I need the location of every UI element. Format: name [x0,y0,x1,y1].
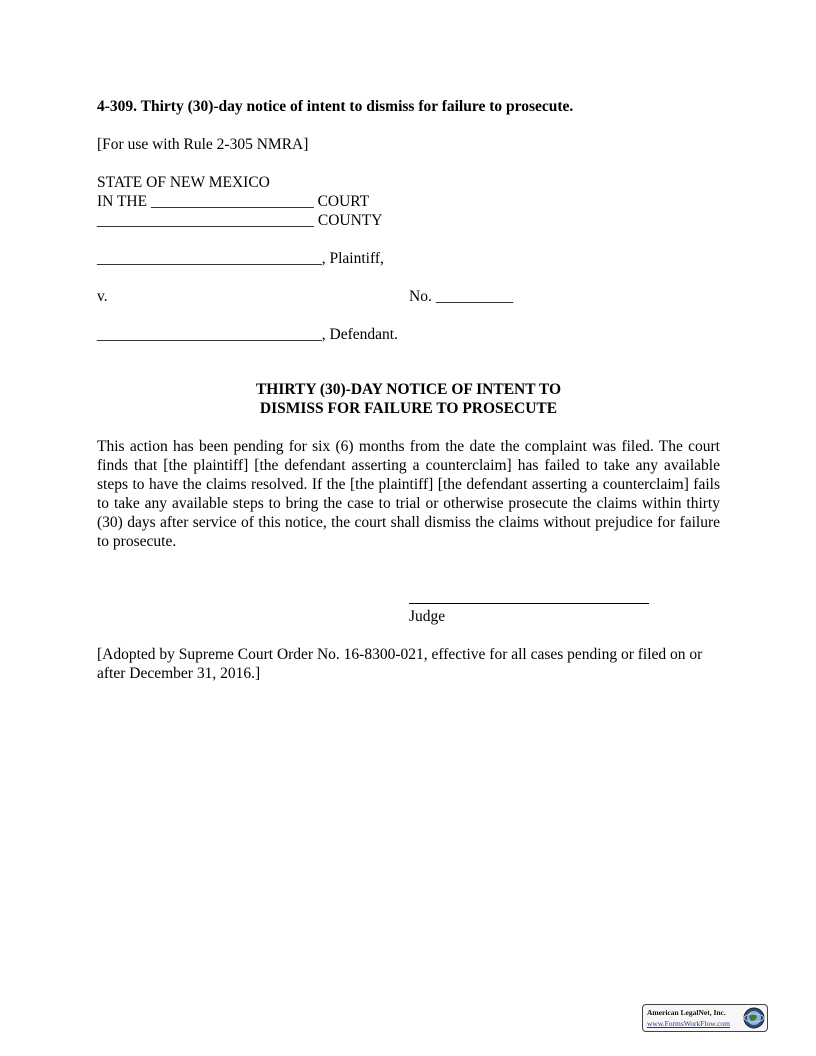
versus-label: v. [97,288,108,305]
adoption-note: [Adopted by Supreme Court Order No. 16-8300-021, effective for all cases pending or filed on or after December 31, 2016.] [97,646,703,682]
logo-url-link[interactable]: www.FormsWorkFlow.com [647,1019,731,1028]
plaintiff-blank: _____________________________, Plaintiff, [97,250,384,267]
logo-company-name: American LegalNet, Inc. [647,1008,726,1017]
form-title: 4-309. Thirty (30)-day notice of intent to dismiss for failure to prosecute. [97,98,574,115]
defendant-blank: _____________________________, Defendant. [97,326,398,343]
notice-heading-line-1: THIRTY (30)-DAY NOTICE OF INTENT TO [255,381,562,398]
judge-signature-line [409,603,649,604]
footer-logo[interactable] [642,1004,768,1032]
court-blank: IN THE _____________________ COURT [97,193,370,210]
rule-reference: [For use with Rule 2-305 NMRA] [97,136,309,153]
county-blank: ____________________________ COUNTY [97,212,383,229]
state-name: STATE OF NEW MEXICO [97,174,270,191]
case-number-blank: No. __________ [409,288,514,305]
judge-label: Judge [409,608,446,625]
globe-icon [743,1007,765,1029]
notice-body: This action has been pending for six (6) months from the date the complaint was filed. The court finds that [the plaintiff] [the defendant asserting a counterclaim] has failed to take any available steps to have the claims resolved. If the [the plaintiff] [the defendant asserting a counterclaim] fails to take any available steps to bring the case to trial or otherwise prosecute the claims within thirty (30) days after service of this notice, the court shall dismiss the claims without prejudice for failure to prosecute. [97,438,720,550]
notice-heading-line-2: DISMISS FOR FAILURE TO PROSECUTE [259,400,558,417]
notice-heading [97,380,720,418]
